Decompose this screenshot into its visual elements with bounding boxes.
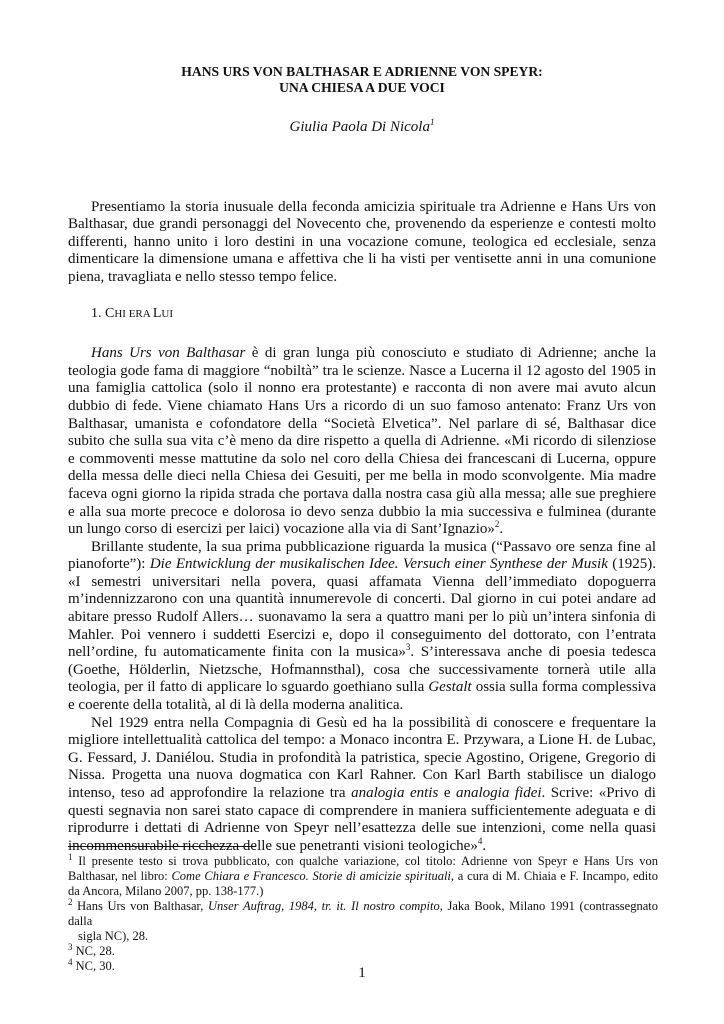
- term-analogia-fidei: analogia fidei: [456, 785, 542, 801]
- footnote-number-1: 1: [68, 851, 73, 862]
- section-number: 1.: [91, 305, 105, 321]
- section-cap-1: C: [105, 305, 115, 321]
- para2-text-c: . S’interessava anche di poesia tedesca (Goethe, Hölderlin, Nietzsche, Hofmannsthal), cosa che successivamente tornerà utile alla teologia, per il fatto di applicare lo sguardo goethiano sulla: [68, 644, 656, 696]
- para3-end: .: [482, 837, 487, 854]
- section-smallcaps-2: UI: [161, 307, 174, 320]
- footnote-1-title: Come Chiara e Francesco. Storie di amicizie spirituali: [171, 869, 451, 883]
- author: [68, 119, 656, 137]
- para2-text-b: (1925). «I semestri universitari nella povera, quasi affamata Vienna dell’immediato dopoguerra m’indennizzarono con una quantità innumerevole di concerti. Dal giorno in cui potei andare ad abitare presso Rudolf Allers… suonavamo la sera a quattro mani per lo più un’intera sinfonia di Mahler. Poi vennero i suddetti Esercizi e, dopo il conseguimento del dottorato, con l’entrata nell’ordine, fu automaticamente finita con la musica»: [68, 556, 656, 661]
- footnote-ref-1[interactable]: 1: [429, 117, 435, 127]
- footnote-2-title: Unser Auftrag, 1984, tr. it. Il nostro compito: [207, 899, 440, 913]
- page-number: 1: [358, 965, 366, 981]
- footnote-3-text: NC, 28.: [72, 944, 115, 958]
- term-analogia-entis: analogia entis: [351, 785, 439, 801]
- body-paragraph-1: [68, 345, 656, 539]
- footnote-2: [68, 896, 658, 944]
- footnote-number-3: 3: [68, 941, 73, 952]
- section-smallcaps-1: HI ERA: [114, 307, 153, 320]
- term-gestalt: Gestalt: [428, 679, 472, 696]
- title-line-2: UNA CHIESA A DUE VOCI: [279, 80, 445, 95]
- title-line-1: HANS URS VON BALTHASAR E ADRIENNE VON SPEYR:: [181, 64, 543, 79]
- footnote-1-text-a: Il presente testo si trova pubblicato, con qualche variazione, col titolo: Adrienne von Speyr e Hans Urs von Balthasar, nel libro:: [68, 854, 658, 883]
- footnote-2-text-c: sigla NC), 28.: [78, 929, 149, 943]
- para1-text: è di gran lunga più conosciuto e studiato di Adrienne; anche la teologia gode fama di maggiore “nobiltà” tra le scienze. Nasce a Lucerna il 12 agosto del 1905 in una famiglia cattolica (solo il nonno era protestante) e racconta di non avere mai avuto alcun dubbio di fede. Viene chiamato Hans Urs a ricordo di un suo famoso antenato: Franz Urs von Balthasar, umanista e cofondatore della “Società Elvetica”. Nel parlare di sé, Balthasar dice subito che sulla sua vita c’è meno da dire rispetto a quella di Adrienne. «Mi ricordo di silenziose e commoventi messe mattutine da solo nel coro della Chiesa dei francescani di Lucerna, oppure della messa delle dieci nella Chiesa dei Gesuiti, per me bella in modo sconvolgente. Mia madre faceva ogni giorno la ripida strada che portava dalla nostra casa giù alla messa; alle sue preghiere e alla sua morte precoce e dolorosa io devo senza dubbio la mia successiva e fulminea (durante un lungo corso di esercizi per laici) vocazione alla via di Sant’Ignazio»: [68, 345, 656, 538]
- footnote-4-text: NC, 30.: [72, 959, 115, 973]
- para2-text-a: Brillante studente, la sua prima pubblicazione riguarda la musica (“Passavo ore senza fine al pianoforte”):: [68, 538, 656, 573]
- body-paragraph-3: [68, 715, 656, 856]
- para1-end: .: [499, 521, 504, 538]
- abstract-paragraph: Presentiamo la storia inusuale della feconda amicizia spirituale tra Adrienne e Hans Urs von Balthasar, due grandi personaggi del Novecento che, provenendo da esperienze e contesti molto differenti, hanno unito i loro destini in una vocazione comune, teologica ed ecclesiale, senza dimenticare la dimensione umana e affettiva che li ha visti per ventisette anni in una comunione piena, travagliata e nello stesso tempo felice.: [68, 198, 656, 285]
- para3-text-mid: e: [438, 785, 456, 801]
- main-content: [68, 64, 656, 855]
- book-title: Die Entwicklung der musikalischen Idee. Versuch einer Synthese der Musik: [149, 556, 608, 573]
- body-paragraph-2: [68, 539, 656, 715]
- section-heading: [68, 305, 656, 324]
- footnote-divider: [68, 846, 256, 847]
- footnote-ref-2[interactable]: 2: [494, 519, 500, 530]
- footnote-ref-3[interactable]: 3: [405, 642, 411, 653]
- para3-text-a: Nel 1929 entra nella Compagnia di Gesù ed ha la possibilità di conoscere e frequentare la migliore intellettualità cattolica del tempo: a Monaco incontra E. Przywara, a Lione H. de Lubac, G. Fessard, J. Daniélou. Studia in profondità la patristica, specie Agostino, Origene, Gregorio di Nissa. Progetta una nuova dogmatica con Karl Rahner. Con Karl Barth stabilisce un dialogo intenso, teso ad approfondire la relazione tra: [68, 714, 656, 801]
- author-name: Giulia Paola Di Nicola: [289, 119, 430, 135]
- para3-text-b: . Scrive: «Privo di questi segnavia non sarei stato capace di comprendere in maniera sufficientemente adeguata e di riprodurre i dettati di Adrienne von Speyr nell’esattezza delle sue intenzioni, come nella quasi incommensurabile ricchezza delle sue penetranti visioni teologiche»: [68, 785, 656, 854]
- footnote-2-text-a: Hans Urs von Balthasar,: [72, 899, 208, 913]
- page-title: [68, 64, 656, 96]
- footnote-3: [68, 941, 658, 959]
- section-cap-2: L: [152, 305, 162, 321]
- footnotes: [68, 851, 659, 974]
- footnote-1-text-b: , a cura di M. Chiaia e F. Incampo, edito da Ancora, Milano 2007, pp. 138-177.): [68, 869, 659, 898]
- footnote-ref-4[interactable]: 4: [477, 835, 483, 846]
- para2-text-d: ossia sulla forma complessiva e coerente della totalità, al di là della moderna analitica.: [68, 679, 656, 714]
- lead-name: Hans Urs von Balthasar: [91, 345, 246, 362]
- footnote-1: [68, 851, 659, 899]
- footnote-number-2: 2: [68, 896, 73, 907]
- footnote-2-text-b: , Jaka Book, Milano 1991 (contrassegnato dalla: [68, 899, 658, 928]
- footnote-number-4: 4: [68, 956, 73, 967]
